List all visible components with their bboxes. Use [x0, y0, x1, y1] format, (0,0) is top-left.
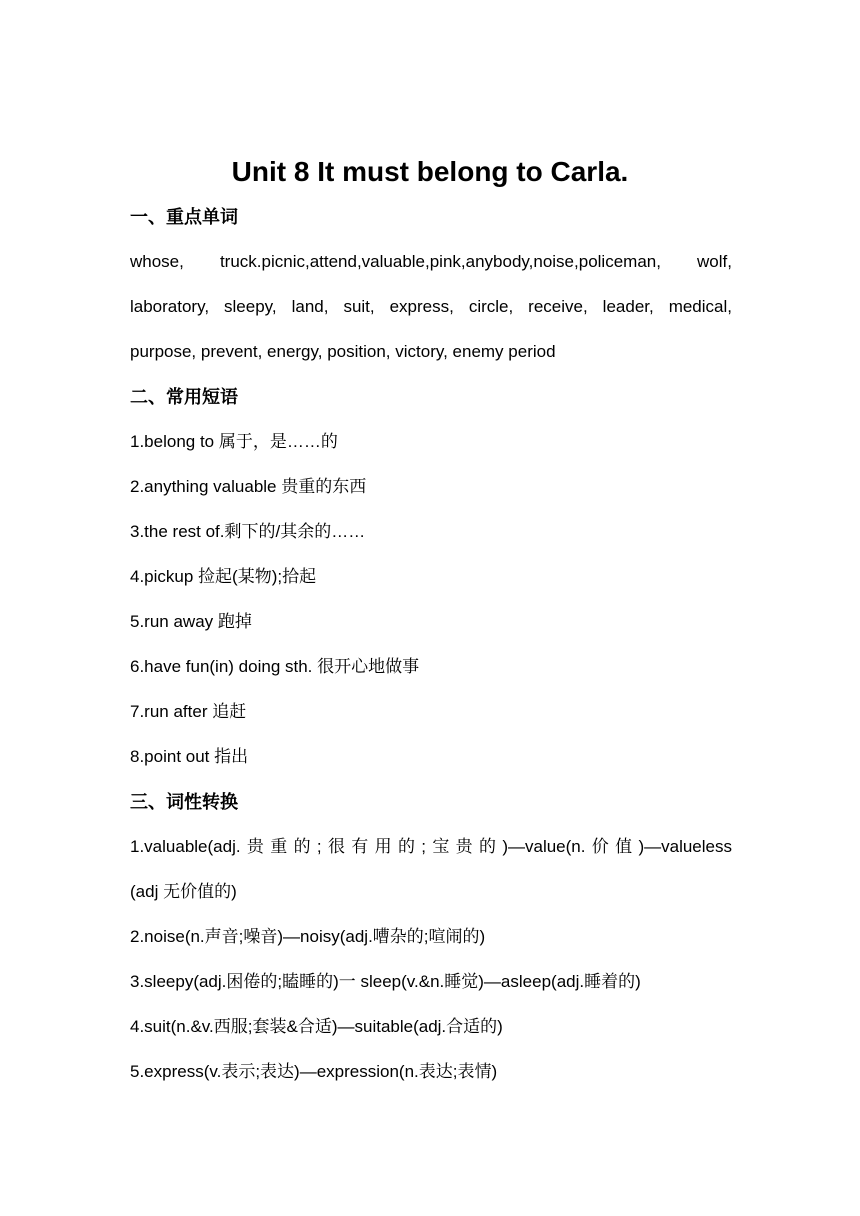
- phrase-item: 3.the rest of.剩下的/其余的……: [130, 522, 366, 541]
- phrase-item: 7.run after 追赶: [130, 702, 247, 721]
- word-form-item: 5.express(v.表示;表达)—expression(n.表达;表情): [130, 1062, 498, 1081]
- word-form-item: (adj 无价值的): [130, 882, 237, 901]
- word-form-item: 1.valuable(adj.贵重的;很有用的;宝贵的)—value(n.价值)—valueless: [130, 837, 732, 856]
- word-form-item: 3.sleepy(adj.困倦的;瞌睡的)一 sleep(v.&n.睡觉)—asleep(adj.睡着的): [130, 972, 641, 991]
- section-heading-key-words: 一、重点单词: [130, 207, 238, 227]
- document-title: Unit 8 It must belong to Carla.: [231, 156, 629, 187]
- word-form-item: 2.noise(n.声音;噪音)—noisy(adj.嘈杂的;喧闹的): [130, 927, 486, 946]
- phrase-item: 6.have fun(in) doing sth. 很开心地做事: [130, 657, 420, 676]
- section-heading-phrases: 二、常用短语: [130, 387, 238, 407]
- phrase-item: 2.anything valuable 贵重的东西: [130, 477, 367, 496]
- phrase-item: 4.pickup 捡起(某物);拾起: [130, 567, 317, 586]
- section-heading-word-forms: 三、词性转换: [130, 792, 238, 812]
- vocab-line: laboratory, sleepy, land, suit, express, circle, receive, leader, medical,: [130, 297, 732, 316]
- word-form-item: 4.suit(n.&v.西服;套装&合适)—suitable(adj.合适的): [130, 1017, 503, 1036]
- vocab-line: purpose, prevent, energy, position, victory, enemy period: [130, 342, 556, 361]
- phrase-item: 1.belong to 属于，是……的: [130, 432, 338, 451]
- vocab-line: whose, truck.picnic,attend,valuable,pink,anybody,noise,policeman, wolf,: [130, 252, 732, 271]
- phrase-item: 8.point out 指出: [130, 747, 249, 766]
- phrase-item: 5.run away 跑掉: [130, 612, 252, 631]
